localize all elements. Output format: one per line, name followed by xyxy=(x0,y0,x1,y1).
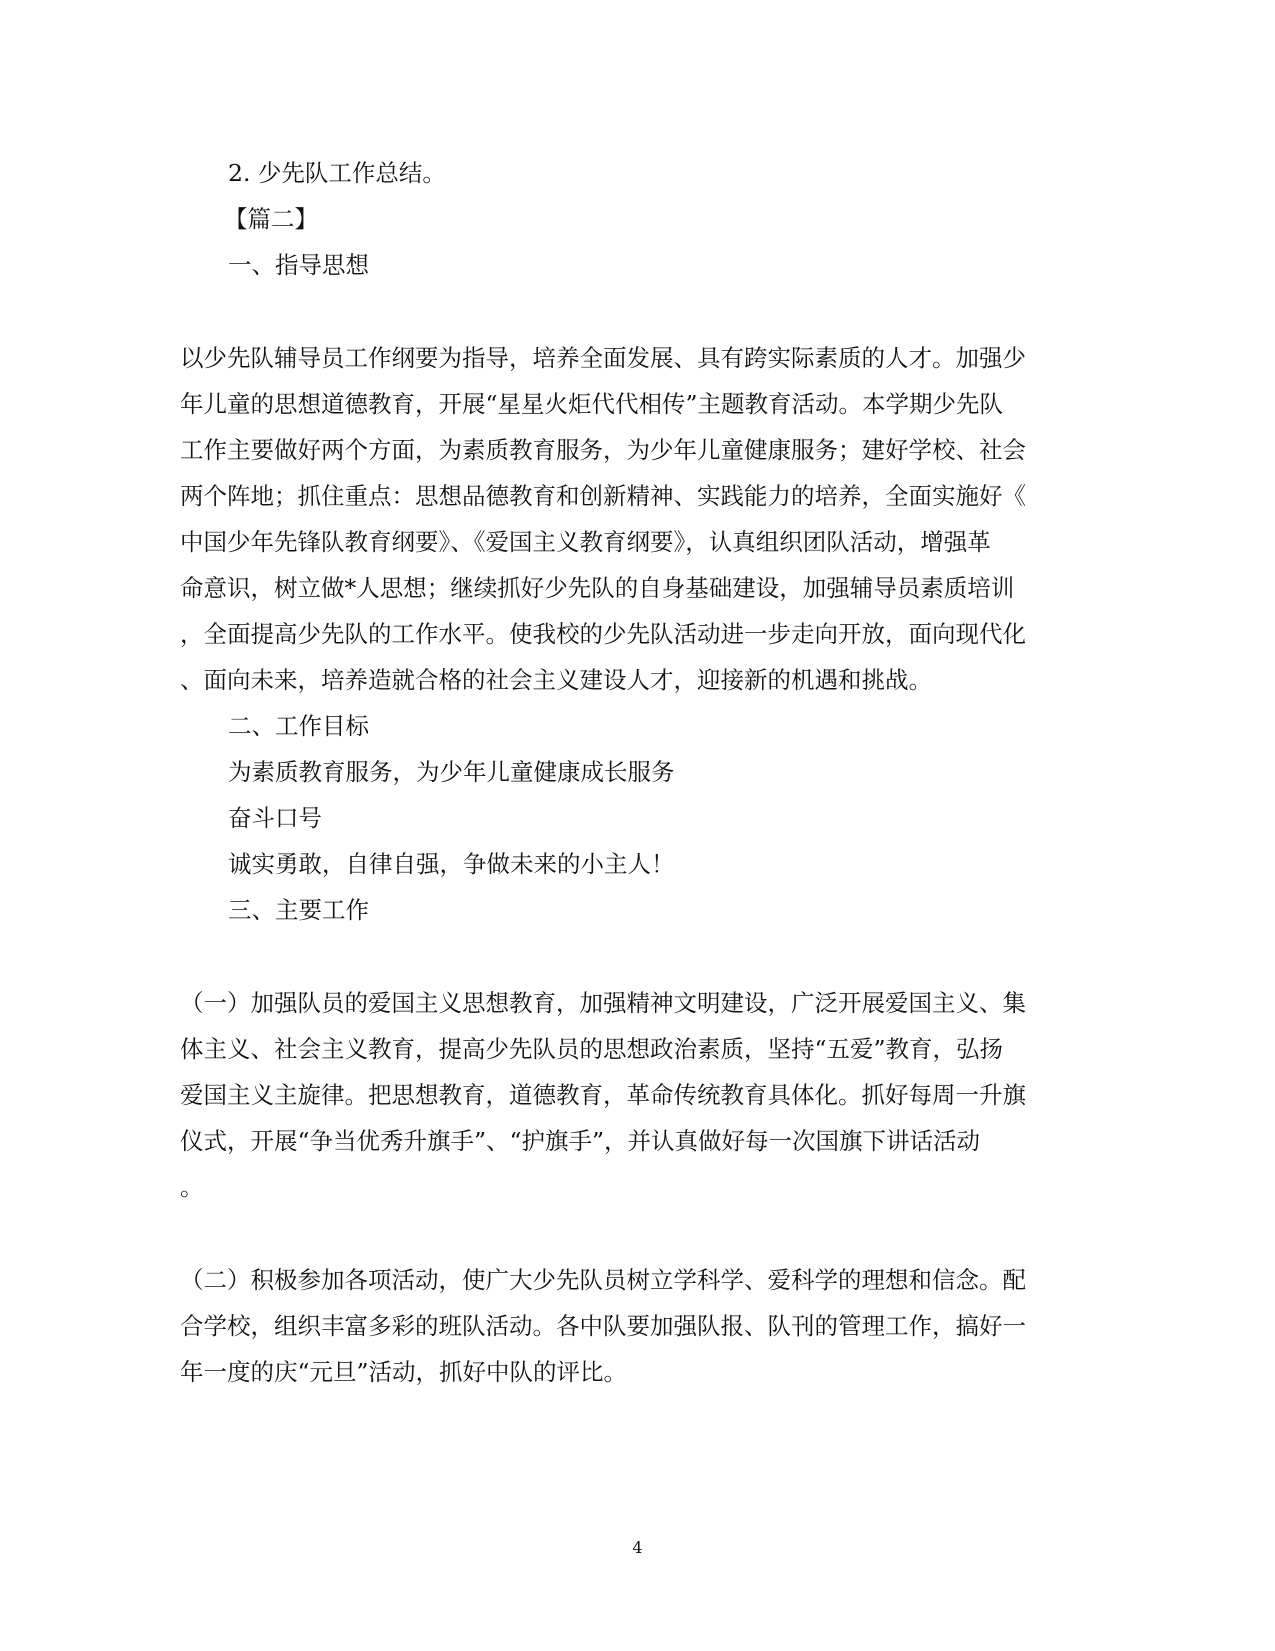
paragraph-line: 。 xyxy=(180,1173,204,1201)
slogan-text: 诚实勇敢，自律自强，争做未来的小主人！ xyxy=(228,850,675,878)
section-title-guiding-thought: 一、指导思想 xyxy=(228,251,369,279)
paragraph-line: 仪式，开展“争当优秀升旗手”、“护旗手”，并认真做好每一次国旗下讲话活动 xyxy=(180,1127,981,1155)
paragraph-line: （一）加强队员的爱国主义思想教育，加强精神文明建设，广泛开展爱国主义、集 xyxy=(180,989,1026,1017)
paragraph-line: 中国少年先锋队教育纲要》、《爱国主义教育纲要》，认真组织团队活动，增强革 xyxy=(180,528,991,556)
paragraph-line: ，全面提高少先队的工作水平。使我校的少先队活动进一步走向开放，面向现代化 xyxy=(180,620,1026,648)
paragraph-line: 年一度的庆“元旦”活动，抓好中队的评比。 xyxy=(180,1358,628,1386)
page-number: 4 xyxy=(632,1538,643,1557)
section-label: 【篇二】 xyxy=(224,205,318,233)
heading-item: 2. 少先队工作总结。 xyxy=(228,159,446,187)
paragraph-line: 以少先队辅导员工作纲要为指导，培养全面发展、具有跨实际素质的人才。加强少 xyxy=(180,344,1026,372)
goal-text: 为素质教育服务，为少年儿童健康成长服务 xyxy=(228,758,675,786)
paragraph-line: 年儿童的思想道德教育，开展“星星火炬代代相传”主题教育活动。本学期少先队 xyxy=(180,390,1004,418)
slogan-title: 奋斗口号 xyxy=(228,804,322,832)
paragraph-line: 、面向未来，培养造就合格的社会主义建设人才，迎接新的机遇和挑战。 xyxy=(180,666,932,694)
section-title-work-goals: 二、工作目标 xyxy=(228,712,369,740)
section-title-main-work: 三、主要工作 xyxy=(228,896,369,924)
paragraph-line: 体主义、社会主义教育，提高少先队员的思想政治素质，坚持“五爱”教育，弘扬 xyxy=(180,1035,1004,1063)
paragraph-line: 合学校，组织丰富多彩的班队活动。各中队要加强队报、队刊的管理工作，搞好一 xyxy=(180,1312,1026,1340)
paragraph-line: 工作主要做好两个方面，为素质教育服务，为少年儿童健康服务；建好学校、社会 xyxy=(180,436,1026,464)
paragraph-line: 两个阵地；抓住重点：思想品德教育和创新精神、实践能力的培养，全面实施好《 xyxy=(180,482,1026,510)
paragraph-line: 爱国主义主旋律。把思想教育，道德教育，革命传统教育具体化。抓好每周一升旗 xyxy=(180,1081,1026,1109)
paragraph-line: 命意识，树立做*人思想；继续抓好少先队的自身基础建设，加强辅导员素质培训 xyxy=(180,574,1015,602)
paragraph-line: （二）积极参加各项活动，使广大少先队员树立学科学、爱科学的理想和信念。配 xyxy=(180,1266,1026,1294)
